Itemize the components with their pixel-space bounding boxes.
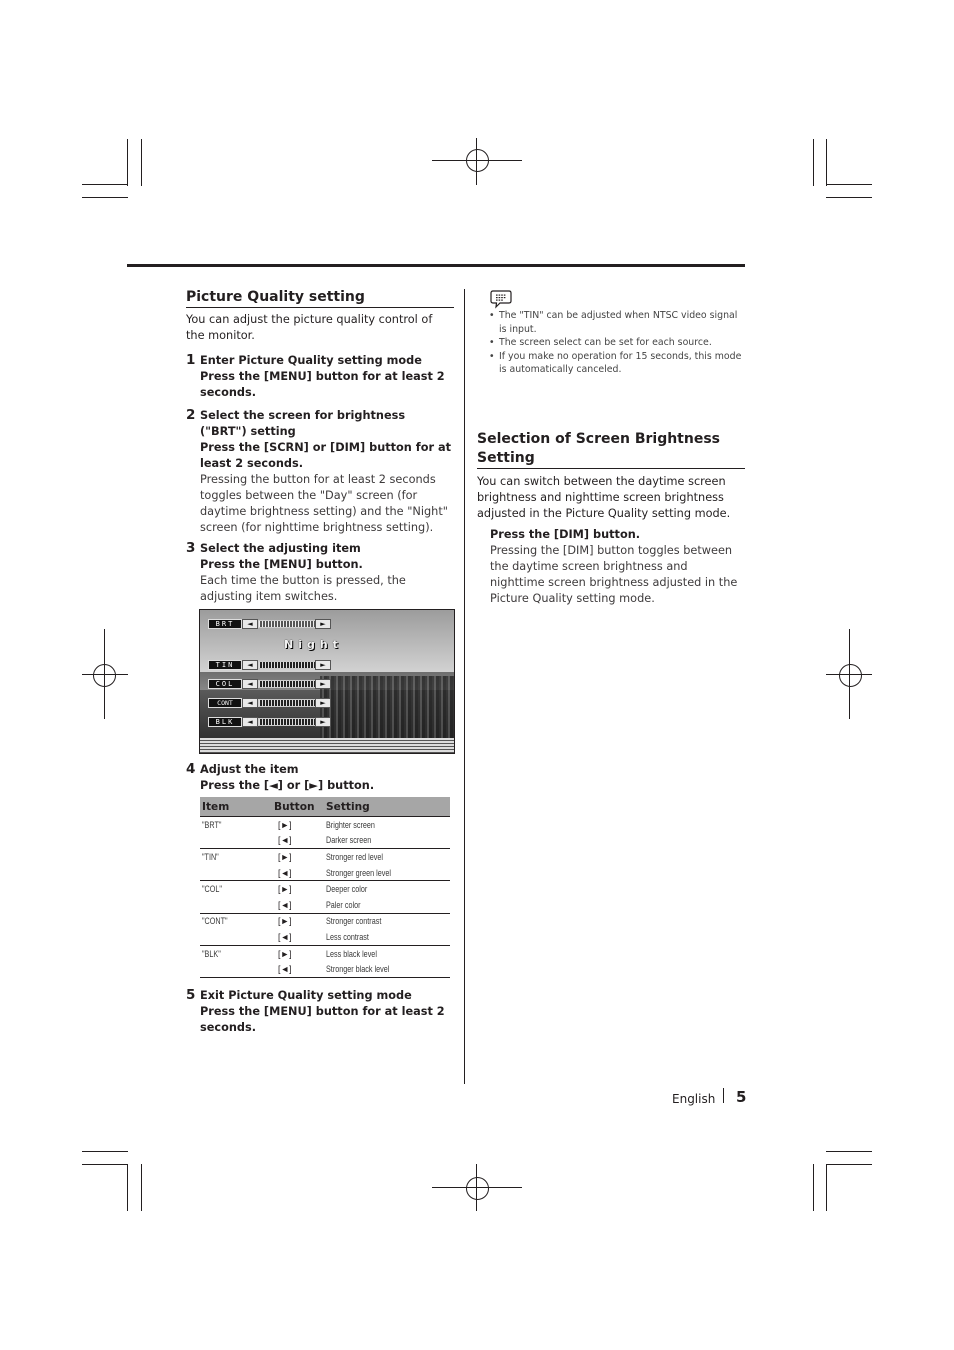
- top-rule: [127, 264, 745, 267]
- table-header: [200, 797, 450, 817]
- table-row: [200, 865, 450, 881]
- adjustment-table: [200, 797, 450, 978]
- brightness-intro: You can switch between the daytime screen brightness and nighttime screen brightness adjusted in the Picture Quality setting mode.: [477, 475, 731, 520]
- button-cell: [►]: [272, 817, 324, 833]
- footer-separator: [723, 1088, 724, 1103]
- heading-rule: [186, 307, 454, 308]
- note-item: • The screen select can be set for each source.: [489, 336, 745, 350]
- footer-language: English: [672, 1092, 716, 1106]
- table-row: [200, 961, 450, 977]
- note-item: • The "TIN" can be adjusted when NTSC video signal is input.: [489, 309, 745, 336]
- osd-label-blk: BLK: [208, 717, 242, 727]
- notes-list: [489, 309, 745, 377]
- left-arrow-icon: ◄: [242, 660, 258, 670]
- osd-label-cont: CONT: [208, 698, 242, 708]
- item-cell: "CONT": [202, 916, 228, 927]
- table-row: [200, 833, 450, 849]
- intro-text: You can adjust the picture quality control of the monitor.: [186, 313, 433, 342]
- table-row: [200, 913, 450, 929]
- setting-cell: Deeper color: [326, 884, 368, 895]
- step-number: 2: [186, 407, 196, 423]
- button-cell: [◄]: [278, 835, 292, 846]
- step-action: Press the [SCRN] or [DIM] button for at least 2 seconds.: [200, 441, 451, 470]
- osd-mode-label: Night: [284, 638, 343, 651]
- step-title: Enter Picture Quality setting mode: [200, 354, 422, 367]
- button-cell: [◄]: [278, 899, 292, 910]
- setting-cell: Stronger red level: [326, 851, 383, 862]
- step-action: Press the [MENU] button for at least 2 seconds.: [200, 1005, 445, 1034]
- step-note: Each time the button is pressed, the adjusting item switches.: [200, 574, 406, 603]
- button-cell: [►]: [272, 849, 324, 865]
- item-cell: "BRT": [202, 819, 222, 830]
- step-2: [200, 408, 454, 536]
- step-number: 5: [186, 987, 196, 1003]
- note-item: • If you make no operation for 15 seconds, this mode is automatically canceled.: [489, 350, 745, 377]
- step-4: [200, 762, 454, 794]
- note-speech-bubble-icon: [489, 289, 513, 309]
- level-bar: [258, 699, 316, 707]
- step-title: Select the screen for brightness ("BRT") setting: [200, 409, 406, 438]
- screen-stripe: [200, 738, 454, 753]
- setting-cell: Brighter screen: [326, 819, 375, 830]
- setting-cell: Stronger green level: [326, 867, 391, 878]
- setting-cell: Less black level: [326, 948, 377, 959]
- right-arrow-icon: ►: [315, 619, 331, 629]
- monitor-screen-illustration: [199, 609, 455, 754]
- step-action: Press the [MENU] button for at least 2 seconds.: [200, 370, 445, 399]
- col-header-setting: Setting: [324, 797, 450, 817]
- step-title: Adjust the item: [200, 763, 299, 776]
- level-bar: [258, 661, 316, 669]
- page-number: 5: [736, 1088, 747, 1106]
- picture-quality-heading: Picture Quality setting: [186, 289, 365, 305]
- step-number: 3: [186, 540, 196, 556]
- item-cell: "BLK": [202, 948, 221, 959]
- left-arrow-icon: ◄: [242, 717, 258, 727]
- table-row: [200, 897, 450, 913]
- item-cell: "COL": [202, 884, 222, 895]
- col-header-button: Button: [272, 797, 324, 817]
- button-cell: [►]: [272, 881, 324, 897]
- table-row: [200, 817, 450, 833]
- step-3: [200, 541, 454, 605]
- step-action: Press the [◄] or [►] button.: [200, 779, 375, 792]
- level-bar: [258, 718, 316, 726]
- level-bar: [258, 680, 316, 688]
- setting-cell: Less contrast: [326, 931, 369, 942]
- col-header-item: Item: [200, 797, 272, 817]
- button-cell: [◄]: [278, 867, 292, 878]
- step-1: [200, 353, 454, 401]
- item-cell: "TIN": [202, 851, 219, 862]
- level-bar: [258, 620, 316, 628]
- left-arrow-icon: ◄: [242, 698, 258, 708]
- step-title: Exit Picture Quality setting mode: [200, 989, 412, 1002]
- setting-cell: Paler color: [326, 899, 361, 910]
- step-5: [200, 988, 454, 1036]
- screen-brightness-heading-line1: Selection of Screen Brightness: [477, 431, 721, 447]
- table-row: [200, 929, 450, 945]
- right-arrow-icon: ►: [315, 679, 331, 689]
- table-row: [200, 881, 450, 897]
- setting-cell: Darker screen: [326, 835, 372, 846]
- dim-note: Pressing the [DIM] button toggles between the daytime screen brightness and nighttime screen brightness adjusted in the Picture Quality setting mode.: [490, 544, 738, 605]
- osd-label-brt: BRT: [208, 619, 242, 629]
- right-arrow-icon: ►: [315, 660, 331, 670]
- osd-label-tin: TIN: [208, 660, 242, 670]
- heading-rule: [477, 468, 745, 469]
- screen-brightness-heading-line2: Setting: [477, 450, 535, 466]
- dim-instruction: [490, 527, 745, 607]
- trees: [320, 676, 454, 738]
- setting-cell: Stronger contrast: [326, 916, 382, 927]
- right-arrow-icon: ►: [315, 698, 331, 708]
- button-cell: [◄]: [272, 961, 324, 977]
- right-arrow-icon: ►: [315, 717, 331, 727]
- dim-action: Press the [DIM] button.: [490, 528, 641, 541]
- step-action: Press the [MENU] button.: [200, 558, 363, 571]
- table-row: [200, 849, 450, 865]
- setting-cell: Stronger black level: [326, 964, 390, 975]
- table-row: [200, 945, 450, 961]
- column-divider: [464, 289, 465, 1084]
- step-number: 1: [186, 352, 196, 368]
- button-cell: [◄]: [278, 931, 292, 942]
- button-cell: [►]: [272, 913, 324, 929]
- button-cell: [►]: [272, 945, 324, 961]
- step-number: 4: [186, 761, 196, 777]
- step-note: Pressing the button for at least 2 seconds toggles between the "Day" screen (for daytime brightness setting) and the "Night" screen (for nighttime brightness setting).: [200, 473, 448, 534]
- left-arrow-icon: ◄: [242, 679, 258, 689]
- step-title: Select the adjusting item: [200, 542, 361, 555]
- osd-label-col: COL: [208, 679, 242, 689]
- left-arrow-icon: ◄: [242, 619, 258, 629]
